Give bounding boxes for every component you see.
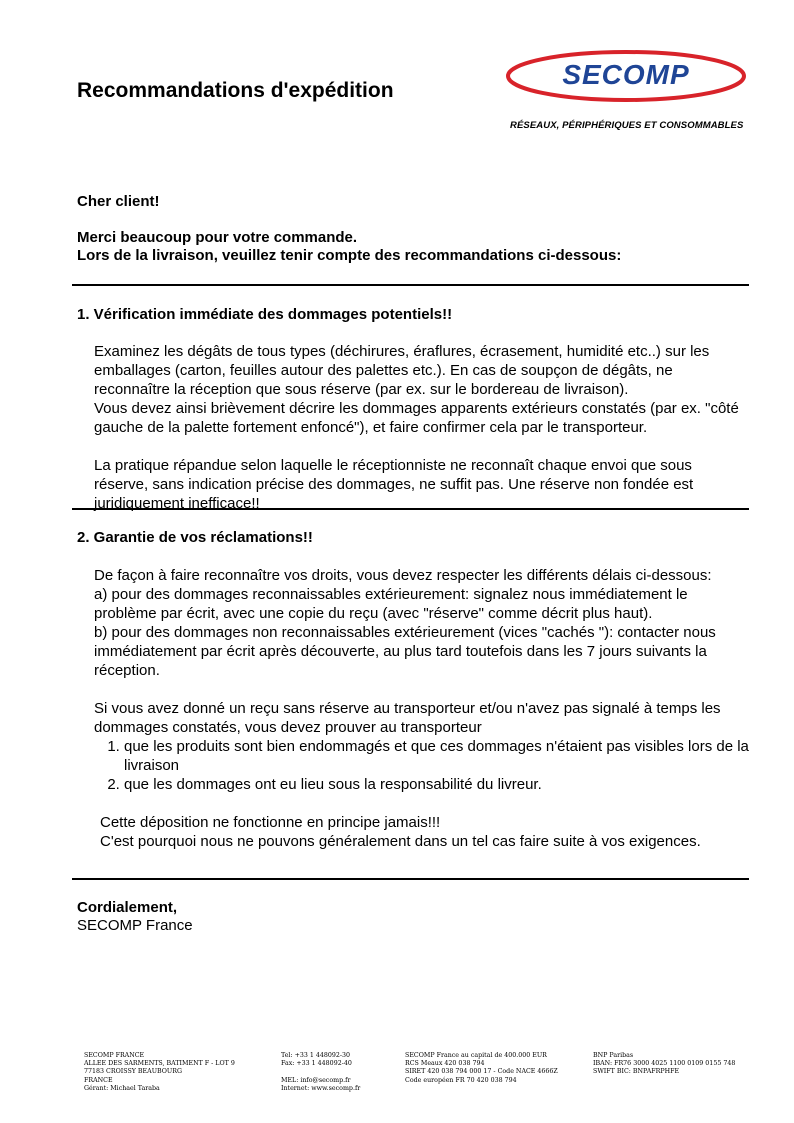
footer-bank [593, 1052, 735, 1077]
footer-line: SIRET 420 038 794 000 17 - Code NACE 4666Z [405, 1068, 558, 1076]
proof-list [94, 737, 749, 794]
instruction-line: Lors de la livraison, veuillez tenir compte des recommandations ci-dessous: [77, 247, 622, 264]
section1-paragraph: Examinez les dégâts de tous types (déchirures, éraflures, écrasement, humidité etc..) sur les emballages (carton, feuilles autour des palettes etc.). En cas de soupçon de dégâts, ne reconnaître la réception que sous réserve (par ex. sur le bordereau de livraison). [94, 343, 710, 398]
section2-paragraph: b) pour des dommages non reconnaissables extérieurement (vices "cachés "): contacter nous immédiatement par écrit après découverte, au plus tard toutefois dans les 7 jours suivants la réception. [94, 624, 716, 679]
section2-paragraph: Si vous avez donné un reçu sans réserve au transporteur et/ou n'avez pas signalé à temps les dommages constatés, vous devez prouver au transporteur [94, 700, 721, 736]
footer-line: BNP Paribas [593, 1052, 634, 1059]
svg-text:SECOMP: SECOMP [562, 59, 690, 90]
footer-line: Internet: www.secomp.fr [281, 1084, 361, 1092]
footer-line [281, 1068, 360, 1076]
footer-line: IBAN: FR76 3000 4025 1100 0109 0155 748 [593, 1060, 736, 1068]
list-item: 1. que les produits sont bien endommagés et que ces dommages n'étaient pas visibles lors de la livraison [124, 737, 749, 775]
intro-text [77, 229, 621, 265]
footer-legal [405, 1052, 558, 1085]
footer-line: FRANCE [84, 1076, 113, 1084]
section1-paragraph: Vous devez ainsi brièvement décrire les dommages apparents extérieurs constatés (par ex. "côté gauche de la palette fortement enfoncé"), et faire confirmer cela par le transporteur. [94, 400, 739, 436]
greeting: Cher client! [77, 193, 160, 210]
closing-line: Cordialement, [77, 899, 178, 916]
footer-line: 77183 CROISSY BEAUBOURG [84, 1068, 182, 1076]
section2-paragraph: Cette déposition ne fonctionne en principe jamais!!! [100, 814, 441, 831]
section2-paragraph: C'est pourquoi nous ne pouvons généralement dans un tel cas faire suite à vos exigences. [100, 833, 701, 850]
footer-line: RCS Meaux 420 038 794 [405, 1060, 485, 1068]
divider [72, 508, 749, 510]
section2-heading: 2. Garantie de vos réclamations!! [77, 529, 313, 546]
closing [77, 899, 193, 935]
section2-paragraph: a) pour des dommages reconnaissables extérieurement: signalez nous immédiatement le problème par écrit, avec une copie du reçu (avec "réserve" comme décrit plus haut). [94, 586, 688, 622]
section1-body [94, 342, 749, 513]
footer-contact [281, 1052, 360, 1093]
footer-line: SECOMP FRANCE [84, 1052, 145, 1059]
section2-body [94, 566, 749, 851]
divider [72, 284, 749, 286]
signature: SECOMP France [77, 917, 193, 934]
footer-line: SECOMP France au capital de 400.000 EUR [405, 1052, 547, 1059]
section1-paragraph: La pratique répandue selon laquelle le réceptionniste ne reconnaît chaque envoi que sous réserve, sans indication précise des dommages, ne suffit pas. Une réserve non fondée est juridiquement inefficace!! [94, 457, 694, 512]
footer-line: Fax: +33 1 448092-40 [281, 1060, 352, 1068]
list-item: 2. que les dommages ont eu lieu sous la responsabilité du livreur. [124, 775, 749, 794]
footer-line: MEL: info@secomp.fr [281, 1076, 351, 1084]
page-title: Recommandations d'expédition [77, 79, 394, 102]
section1-heading: 1. Vérification immédiate des dommages potentiels!! [77, 306, 453, 323]
section2-paragraph: De façon à faire reconnaître vos droits, vous devez respecter les différents délais ci-dessous: [94, 567, 712, 584]
thanks-line: Merci beaucoup pour votre commande. [77, 229, 358, 246]
divider [72, 878, 749, 880]
footer-line: ALLEE DES SARMENTS, BATIMENT F - LOT 9 [84, 1060, 235, 1068]
secomp-logo [505, 48, 749, 104]
footer-line: Gérant: Michael Taraba [84, 1084, 160, 1092]
footer-line: Code européen FR 70 420 038 794 [405, 1076, 517, 1084]
company-tagline: RÉSEAUX, PÉRIPHÉRIQUES ET CONSOMMABLES [510, 120, 744, 131]
footer-line: Tel: +33 1 448092-30 [281, 1052, 351, 1059]
footer-line: SWIFT BIC: BNPAFRPHFE [593, 1068, 680, 1076]
footer-address [84, 1052, 235, 1093]
